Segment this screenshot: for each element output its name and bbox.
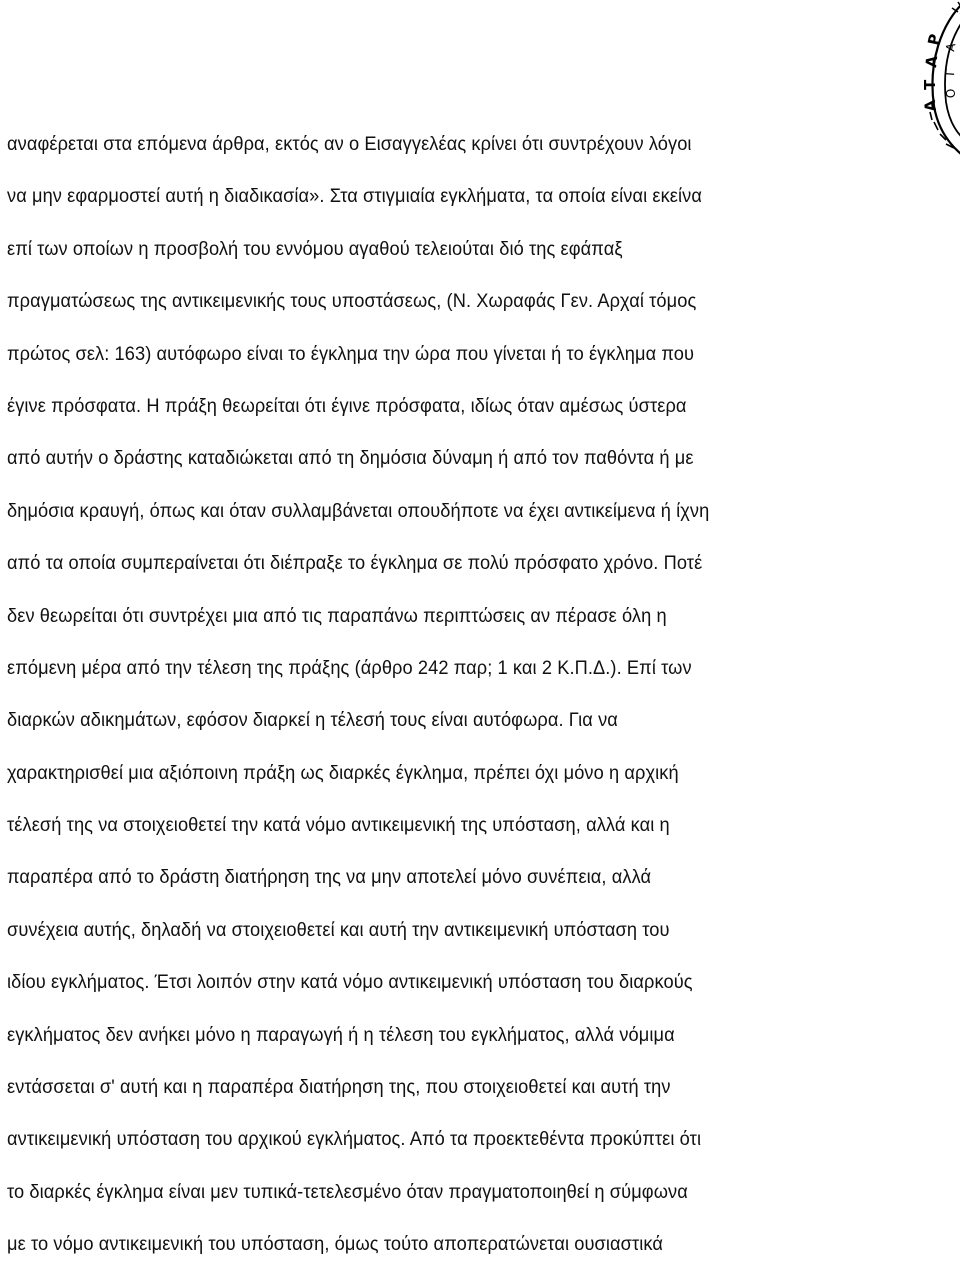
text-line: ιδίου εγκλήματος. Έτσι λοιπόν στην κατά νόμο αντικειμενική υπόσταση του διαρκούς <box>7 971 693 994</box>
text-line: εγκλήματος δεν ανήκει μόνο η παραγωγή ή η τέλεση του εγκλήματος, αλλά νόμιμα <box>7 1023 675 1046</box>
text-line: παραπέρα από το δράστη διατήρηση της να μην αποτελεί μόνο συνέπεια, αλλά <box>7 866 652 889</box>
text-line: συνέχεια αυτής, δηλαδή να στοιχειοθετεί και αυτή την αντικειμενική υπόσταση του <box>7 918 670 941</box>
text-line: αναφέρεται στα επόμενα άρθρα, εκτός αν ο Εισαγγελέας κρίνει ότι συντρέχουν λόγοι <box>7 133 692 155</box>
svg-text:Α: Α <box>943 41 959 53</box>
svg-text:Α: Α <box>922 54 942 69</box>
text-line: να μην εφαρμοστεί αυτή η διαδικασία». Στα στιγμιαία εγκλήματα, τα οποία είναι εκείνα <box>7 185 702 208</box>
text-line: το διαρκές έγκλημα είναι μεν τυπικά-τετελεσμένο όταν πραγματοποιηθεί η σύμφωνα <box>7 1180 688 1203</box>
text-line: πρώτος σελ: 163) αυτόφωρο είναι το έγκλημα την ώρα που γίνεται ή το έγκλημα που <box>7 342 695 365</box>
text-line: αντικειμενική υπόσταση του αρχικού εγκλήματος. Από τα προεκτεθέντα προκύπτει ότι <box>7 1128 702 1151</box>
text-line: επί των οποίων η προσβολή του εννόμου αγαθού τελειούται διό της εφάπαξ <box>7 237 623 260</box>
text-line: πραγματώσεως της αντικειμενικής τους υποστάσεως, (Ν. Χωραφάς Γεν. Αρχαί τόμος <box>7 290 697 313</box>
text-line: τέλεσή της να στοιχειοθετεί την κατά νόμο αντικειμενική της υπόσταση, αλλά και η <box>7 814 670 837</box>
svg-text:Γ: Γ <box>943 68 958 77</box>
body-text <box>7 121 947 1274</box>
text-line: χαρακτηρισθεί μια αξιόποινη πράξη ως διαρκές έγκλημα, πρέπει όχι μόνο η αρχική <box>7 761 679 784</box>
text-line: από αυτήν ο δράστης καταδιώκεται από τη δημόσια δύναμη ή από τον παθόντα ή με <box>7 447 694 470</box>
text-line: διαρκών αδικημάτων, εφόσον διαρκεί η τέλεσή τους είναι αυτόφωρα. Για να <box>7 709 618 732</box>
svg-text:Ο: Ο <box>943 88 958 99</box>
text-line: από τα οποία συμπεραίνεται ότι διέπραξε το έγκλημα σε πολύ πρόσφατο χρόνο. Ποτέ <box>7 552 703 575</box>
text-line: επόμενη μέρα από την τέλεση της πράξης (άρθρο 242 παρ; 1 και 2 Κ.Π.Δ.). Επί των <box>7 656 692 679</box>
text-line: δημόσια κραυγή, όπως και όταν συλλαμβάνεται οπουδήποτε να έχει αντικείμενα ή ίχνη <box>7 499 710 522</box>
svg-text:Ρ: Ρ <box>924 32 945 47</box>
svg-text:Α: Α <box>920 99 940 113</box>
text-line: με το νόμο αντικειμενική του υπόσταση, όμως τούτο αποπερατώνεται ουσιαστικά <box>7 1233 664 1256</box>
svg-text:Τ: Τ <box>921 79 939 90</box>
text-line: έγινε πρόσφατα. Η πράξη θεωρείται ότι έγινε πρόσφατα, ιδίως όταν αμέσως ύστερα <box>7 394 687 417</box>
text-line: εντάσσεται σ' αυτή και η παραπέρα διατήρηση της, που στοιχειοθετεί και αυτή την <box>7 1076 671 1099</box>
text-line: δεν θεωρείται ότι συντρέχει μια από τις παραπάνω περιπτώσεις αν πέρασε όλη η <box>7 604 667 627</box>
